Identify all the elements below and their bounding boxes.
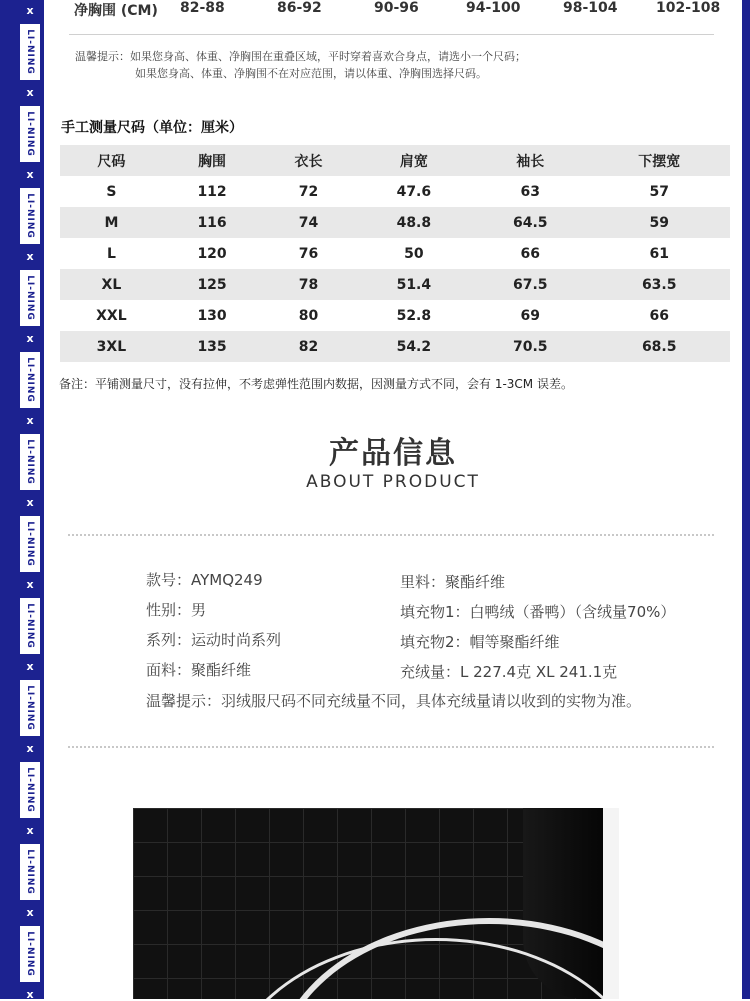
tip-line: 如果您身高、体重、净胸围在重叠区域，平时穿着喜欢合身点，请选小一个尺码； [130,50,526,63]
chest-value: 86-92 [277,0,322,16]
measure-cell: 57 [649,183,669,200]
measure-cell: 78 [298,276,319,293]
measure-cell: 64.5 [512,214,548,231]
table-row [60,238,730,269]
measure-cell: 112 [197,183,227,200]
brand-logo [20,762,40,818]
separator-mark: x [26,988,34,1001]
size-cell: XXL [96,307,127,324]
info-item: 充绒量：L 227.4克 XL 241.1克 [400,663,618,681]
table-header: 衣长 [294,153,323,170]
chest-value: 82-88 [180,0,225,16]
brand-logo [20,270,40,326]
brand-logo-text: LI-NING [25,193,35,239]
brand-logo [20,434,40,490]
measure-cell: 67.5 [512,276,548,293]
tip-label: 温馨提示： [75,50,130,63]
brand-logo [20,680,40,736]
size-cell: XL [101,276,122,293]
table-row [60,300,730,331]
measure-cell: 54.2 [396,338,432,355]
size-cell: M [104,214,119,231]
separator-mark: x [26,906,34,919]
measure-cell: 59 [649,214,669,231]
measure-cell: 61 [649,245,669,262]
photo-edge [603,808,619,999]
measure-cell: 66 [649,307,669,324]
info-item: 面料：聚酯纤维 [146,661,252,679]
section-subtitle: ABOUT PRODUCT [306,472,480,492]
separator-mark: x [26,578,34,591]
chest-value: 90-96 [374,0,419,16]
separator-mark: x [26,742,34,755]
brand-logo-text: LI-NING [25,603,35,649]
divider [69,34,714,35]
table-row [60,207,730,238]
brand-logo [20,516,40,572]
section-title: 产品信息 [329,436,457,471]
table-header: 胸围 [198,153,227,170]
brand-logo-text: LI-NING [25,931,35,977]
measure-title: 手工测量尺码（单位：厘米） [61,120,243,136]
size-cell: 3XL [96,338,127,355]
brand-logo [20,926,40,982]
separator-mark: x [26,496,34,509]
measure-cell: 50 [404,245,424,262]
info-item: 填充物2：帽等聚酯纤维 [400,633,560,651]
size-tip [75,48,526,82]
measure-cell: 72 [298,183,319,200]
chest-value: 98-104 [563,0,618,16]
product-photo [133,808,619,999]
brand-strip [20,0,40,999]
chest-value: 94-100 [466,0,521,16]
measure-cell: 74 [298,214,319,231]
brand-logo-text: LI-NING [25,357,35,403]
brand-logo-text: LI-NING [25,521,35,567]
dotted-divider [68,534,714,536]
table-row [60,176,730,207]
measure-cell: 135 [197,338,227,355]
separator-mark: x [26,824,34,837]
size-table [60,145,730,362]
table-body [60,176,730,362]
brand-logo-text: LI-NING [25,685,35,731]
content-area [44,0,742,999]
measure-cell: 125 [197,276,227,293]
info-warning: 温馨提示：羽绒服尺码不同充绒量不同，具体充绒量请以收到的实物为准。 [146,692,642,710]
left-side-band [0,0,44,999]
brand-logo-text: LI-NING [25,275,35,321]
dotted-divider [68,746,714,748]
separator-mark: x [26,168,34,181]
measure-cell: 82 [298,338,319,355]
separator-mark: x [26,332,34,345]
measure-cell: 66 [520,245,540,262]
separator-mark: x [26,4,34,17]
brand-logo-text: LI-NING [25,849,35,895]
info-item: 系列：运动时尚系列 [146,631,282,649]
measure-cell: 63.5 [641,276,677,293]
measure-cell: 69 [520,307,540,324]
brand-logo-text: LI-NING [25,29,35,75]
size-cell: L [106,245,116,262]
info-item: 里料：聚酯纤维 [400,573,506,591]
measure-cell: 68.5 [641,338,677,355]
chest-label: 净胸围 (CM) [74,3,158,19]
info-item: 款号：AYMQ249 [146,571,263,589]
brand-logo [20,106,40,162]
tip-line: 如果您身高、体重、净胸围不在对应范围，请以体重、净胸围选择尺码。 [135,67,487,80]
measure-cell: 47.6 [396,183,432,200]
info-item: 填充物1：白鸭绒（番鸭）（含绒量70%） [400,603,676,621]
measure-cell: 120 [197,245,227,262]
separator-mark: x [26,414,34,427]
table-header: 下摆宽 [638,153,681,170]
measure-cell: 80 [298,307,319,324]
measure-cell: 63 [520,183,540,200]
table-row [60,269,730,300]
measure-cell: 51.4 [396,276,432,293]
measure-cell: 48.8 [396,214,432,231]
info-item: 性别：男 [146,601,207,619]
table-header: 尺码 [97,153,126,170]
measure-cell: 76 [298,245,319,262]
table-row [60,331,730,362]
measure-cell: 70.5 [512,338,548,355]
measure-note: 备注：平铺测量尺寸，没有拉伸，不考虑弹性范围内数据，因测量方式不同，会有 1-3CM 误差。 [59,377,573,391]
brand-logo-text: LI-NING [25,439,35,485]
brand-logo [20,352,40,408]
table-header: 肩宽 [399,153,428,170]
chest-row [44,0,742,24]
right-side-band [742,0,750,999]
brand-logo [20,598,40,654]
chest-value: 102-108 [656,0,721,16]
brand-logo [20,24,40,80]
measure-cell: 116 [197,214,227,231]
size-cell: S [106,183,117,200]
measure-cell: 130 [197,307,227,324]
separator-mark: x [26,250,34,263]
brand-logo-text: LI-NING [25,767,35,813]
table-header-row [60,145,730,176]
brand-logo-text: LI-NING [25,111,35,157]
separator-mark: x [26,660,34,673]
table-header: 袖长 [516,153,545,170]
separator-mark: x [26,86,34,99]
brand-logo [20,188,40,244]
measure-cell: 52.8 [396,307,432,324]
brand-logo [20,844,40,900]
